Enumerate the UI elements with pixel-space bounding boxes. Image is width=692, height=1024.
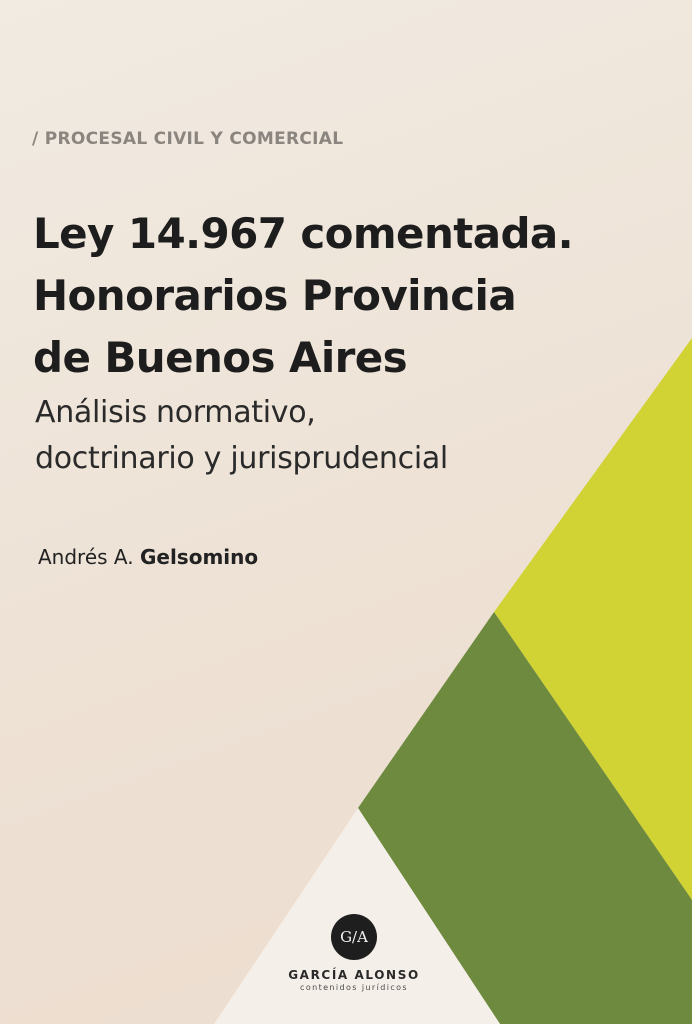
publisher-tagline: contenidos jurídicos	[300, 983, 408, 992]
subtitle-line: Análisis normativo,	[35, 395, 316, 430]
subtitle-line: doctrinario y jurisprudencial	[35, 441, 448, 476]
title-line: Ley 14.967 comentada.	[33, 209, 574, 258]
author-given-name: Andrés A.	[38, 545, 134, 569]
publisher-monogram: G/A	[331, 914, 377, 960]
publisher-name: GARCÍA ALONSO	[288, 968, 420, 982]
title-line: Honorarios Provincia	[33, 271, 517, 320]
author-surname: Gelsomino	[139, 545, 259, 569]
book-title	[33, 203, 683, 389]
publisher-logo	[254, 914, 454, 992]
author-name	[38, 545, 258, 569]
title-line: de Buenos Aires	[33, 333, 408, 382]
series-label: / PROCESAL CIVIL Y COMERCIAL	[32, 129, 344, 149]
book-subtitle	[35, 390, 595, 482]
